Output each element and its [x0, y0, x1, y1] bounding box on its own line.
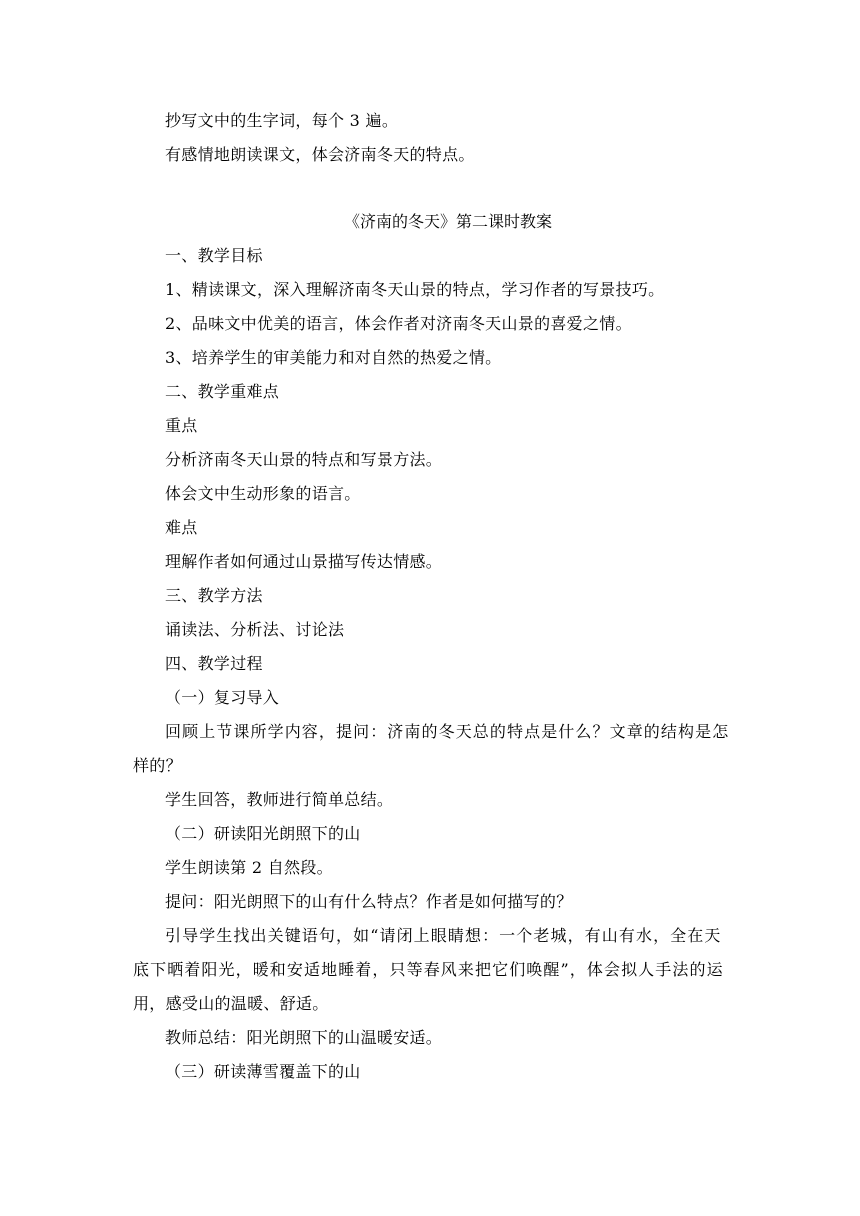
difficult-point-item-1: 理解作者如何通过山景描写传达情感。	[165, 552, 443, 571]
key-points-label: 重点	[165, 416, 198, 435]
homework-line-read-aloud: 有感情地朗读课文，体会济南冬天的特点。	[165, 145, 475, 164]
step-heading-review: （一）复习导入	[165, 688, 280, 707]
section-heading-process: 四、教学过程	[165, 654, 263, 673]
step2-paragraph-3-line-3: 用，感受山的温暖、舒适。	[133, 994, 329, 1013]
step1-paragraph-1-line-1: 回顾上节课所学内容，提问：济南的冬天总的特点是什么？文章的结构是怎	[165, 722, 730, 741]
step2-paragraph-2: 提问：阳光朗照下的山有什么特点？作者是如何描写的？	[165, 892, 573, 911]
section-heading-objectives: 一、教学目标	[165, 246, 263, 265]
step1-paragraph-2: 学生回答，教师进行简单总结。	[165, 790, 394, 809]
key-point-item-1: 分析济南冬天山景的特点和写景方法。	[165, 450, 443, 469]
section-heading-key-difficult-points: 二、教学重难点	[165, 382, 280, 401]
key-point-item-2: 体会文中生动形象的语言。	[165, 484, 361, 503]
objective-item-2: 2、品味文中优美的语言，体会作者对济南冬天山景的喜爱之情。	[165, 314, 632, 333]
step-heading-sunlit-mountain: （二）研读阳光朗照下的山	[165, 824, 361, 843]
homework-line-copy-words: 抄写文中的生字词，每个 3 遍。	[165, 111, 399, 130]
methods-text: 诵读法、分析法、讨论法	[165, 620, 345, 639]
step2-paragraph-3-line-2: 底下晒着阳光，暖和安适地睡着，只等春风来把它们唤醒”，体会拟人手法的运	[133, 960, 724, 979]
step2-paragraph-1: 学生朗读第 2 自然段。	[165, 858, 333, 877]
step1-paragraph-1-line-2: 样的？	[133, 756, 182, 775]
document-title: 《济南的冬天》第二课时教案	[343, 212, 552, 231]
section-heading-methods: 三、教学方法	[165, 586, 263, 605]
difficult-points-label: 难点	[165, 518, 198, 537]
step2-paragraph-4: 教师总结：阳光朗照下的山温暖安适。	[165, 1028, 443, 1047]
step-heading-snow-covered-mountain: （三）研读薄雪覆盖下的山	[165, 1062, 361, 1081]
objective-item-3: 3、培养学生的审美能力和对自然的热爱之情。	[165, 348, 502, 367]
step2-paragraph-3-line-1: 引导学生找出关键语句，如“请闭上眼睛想：一个老城，有山有水，全在天	[165, 926, 722, 945]
objective-item-1: 1、精读课文，深入理解济南冬天山景的特点，学习作者的写景技巧。	[165, 280, 665, 299]
